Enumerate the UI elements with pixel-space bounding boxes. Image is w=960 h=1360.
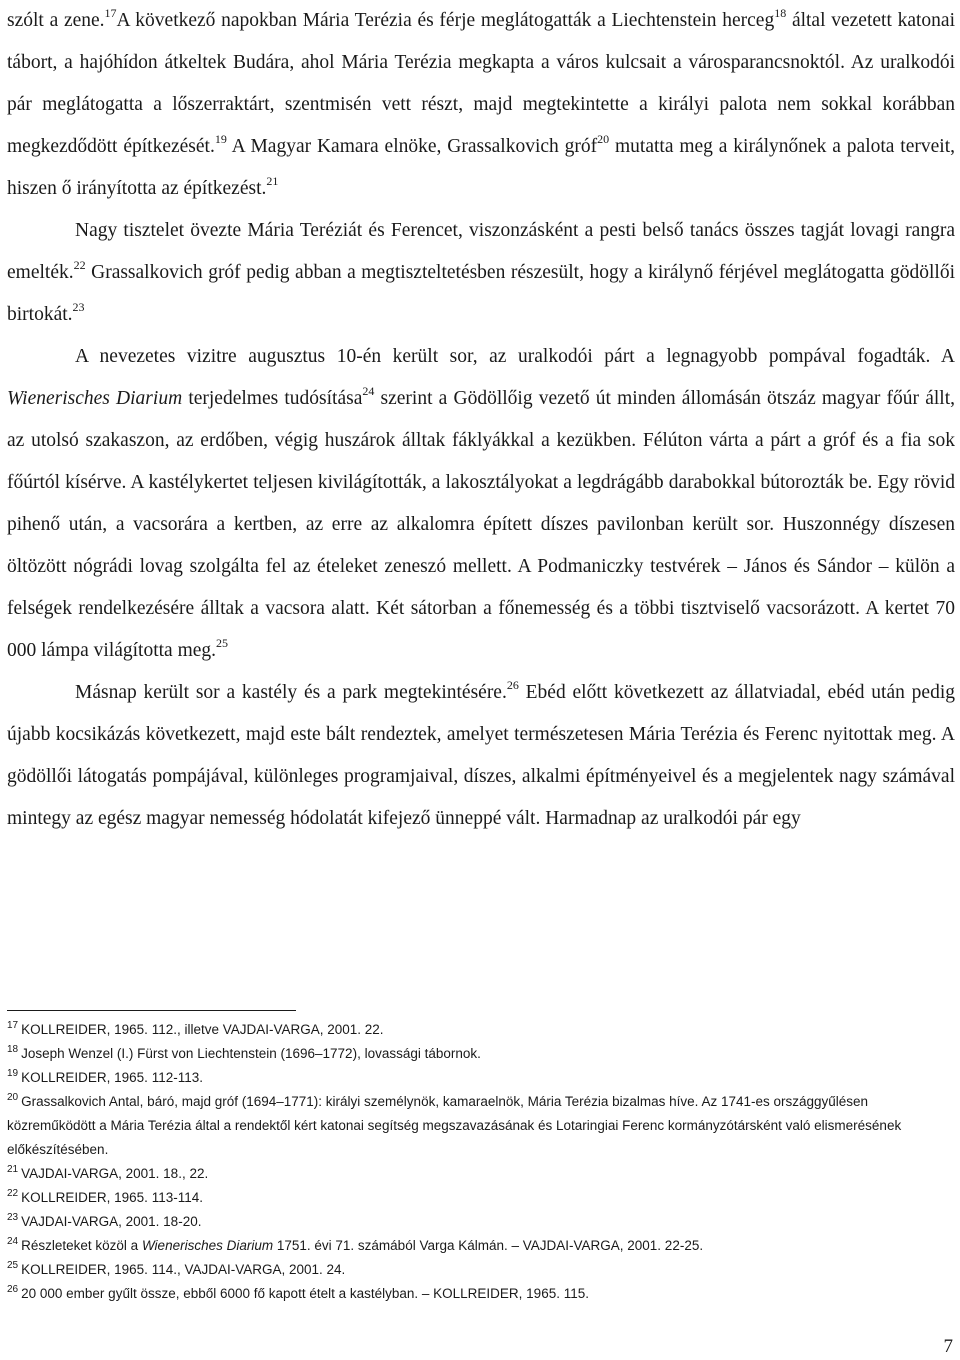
text-run: 20 000 ember gyűlt össze, ebből 6000 fő kapott ételt a kastélyban. – KOLLREIDER, 1965. 115. — [21, 1286, 589, 1301]
text-run: szerint a Gödöllőig vezető út minden állomásán ötszáz magyar főúr állt, az utolsó szakaszon, az erdőben, végig huszárok álltak fáklyákkal a kezükben. Félúton várta a párt a gróf és a fia sok főúrtól kísérve. A kastélykertet teljesen kivilágították, a lakosztályokat a legdrágább darabokkal bútorozták be. Egy rövid pihenő után, a vacsorára a kertben, az erre az alkalomra épített díszes pavilonban került sor. Huszonnégy díszesen öltözött nógrádi lovag szolgálta fel az ételeket zeneszó mellett. A Podmaniczky testvérek – János és Sándor – külön a felségek rendelkezésére álltak a vacsora alatt. Két sátorban a főnemesség és a többi tisztviselő vacsorázott. A kertet 70 000 lámpa világította meg. — [7, 388, 955, 661]
footnote-reference: 26 — [506, 677, 519, 692]
text-run: Másnap került sor a kastély és a park megtekintésére. — [75, 682, 507, 703]
text-run: KOLLREIDER, 1965. 114., VAJDAI-VARGA, 2001. 24. — [21, 1262, 346, 1277]
text-run: Joseph Wenzel (I.) Fürst von Liechtenstein (1696–1772), lovassági tábornok. — [21, 1046, 481, 1061]
footnote — [7, 1258, 955, 1282]
text-run: Ebéd előtt következett az állatviadal, ebéd után pedig újabb kocsikázás következett, majd este bált rendeztek, amelyet természetesen Mária Terézia és Ferenc nyitottak meg. A gödöllői látogatás pompájával, különleges programjaival, díszes, alkalmi építményeivel és a megjelentek nagy számával mintegy az egész magyar nemesség hódolatát kifejező ünneppé vált. Harmadnap az uralkodói pár egy — [7, 682, 955, 829]
footnote — [7, 1042, 955, 1066]
footnote-number: 18 — [7, 1043, 19, 1055]
paragraph — [7, 672, 955, 840]
italic-title: Wienerisches Diarium — [141, 1238, 274, 1253]
footnote-reference: 25 — [216, 635, 229, 650]
text-run: A következő napokban Mária Terézia és férje meglátogatták a Liechtenstein herceg — [116, 10, 775, 31]
footnote-reference: 17 — [104, 5, 117, 20]
text-run: Részleteket közöl a — [21, 1238, 142, 1253]
footnote-number: 26 — [7, 1283, 19, 1295]
text-run: KOLLREIDER, 1965. 112., illetve VAJDAI-VARGA, 2001. 22. — [21, 1022, 384, 1037]
footnote-number: 20 — [7, 1091, 19, 1103]
text-run: A Magyar Kamara elnöke, Grassalkovich gróf — [226, 136, 598, 157]
text-run: mutatta meg a királynőnek a palota terveit, hiszen ő irányította az építkezést. — [7, 136, 955, 199]
footnote-number: 23 — [7, 1211, 19, 1223]
footnote-number: 24 — [7, 1235, 19, 1247]
footnote-reference: 22 — [73, 257, 86, 272]
paragraph — [7, 336, 955, 672]
footnote — [7, 1234, 955, 1258]
footnote-reference: 23 — [72, 299, 85, 314]
footnotes — [7, 1018, 955, 1306]
footnote-reference: 19 — [214, 131, 227, 146]
paragraph — [7, 210, 955, 336]
footnote — [7, 1282, 955, 1306]
footnote — [7, 1090, 955, 1162]
text-run: szólt a zene. — [7, 10, 105, 31]
footnote-separator — [7, 1010, 296, 1011]
text-run: KOLLREIDER, 1965. 113-114. — [21, 1190, 203, 1205]
footnote — [7, 1018, 955, 1042]
footnote-number: 21 — [7, 1163, 19, 1175]
footnote — [7, 1066, 955, 1090]
text-run: Grassalkovich Antal, báró, majd gróf (1694–1771): királyi személynök, kamaraelnök, Mária Terézia bizalmas híve. Az 1741-es országgyűlésen közreműködött a Mária Terézia által a rendektől kért katonai segítség megszavazásának és Lotaringiai Ferenc kormányzótársként való elismerésének előkészítésében. — [7, 1094, 902, 1157]
footnote-number: 17 — [7, 1019, 19, 1031]
footnote-reference: 18 — [774, 5, 787, 20]
text-run: Nagy tisztelet övezte Mária Teréziát és Ferencet, viszonzásként a pesti belső tanács összes tagját lovagi rangra emelték. — [7, 220, 955, 283]
footnote-reference: 20 — [597, 131, 610, 146]
italic-title: Wienerisches Diarium — [7, 388, 183, 409]
footnote-number: 25 — [7, 1259, 19, 1271]
text-run: Grassalkovich gróf pedig abban a megtiszteltetésben részesült, hogy a királynő férjével meglátogatta gödöllői birtokát. — [7, 262, 955, 325]
footnote — [7, 1210, 955, 1234]
text-run: KOLLREIDER, 1965. 112-113. — [21, 1070, 203, 1085]
body-text — [7, 0, 955, 840]
footnote-number: 19 — [7, 1067, 19, 1079]
text-run: által vezetett katonai tábort, a hajóhídon átkeltek Budára, ahol Mária Terézia megkapta a város kulcsait a városparancsnoktól. Az uralkodói pár meglátogatta a lőszerraktárt, szentmisén vett részt, majd megtekintette a királyi palota nem sokkal korábban megkezdődött építkezését. — [7, 10, 955, 157]
footnote — [7, 1162, 955, 1186]
footnote-reference: 21 — [266, 173, 279, 188]
footnote-reference: 24 — [362, 383, 375, 398]
footnote — [7, 1186, 955, 1210]
text-run: A nevezetes vizitre augusztus 10-én került sor, az uralkodói párt a legnagyobb pompával fogadták. A — [75, 346, 955, 367]
text-run: VAJDAI-VARGA, 2001. 18-20. — [21, 1214, 202, 1229]
text-run: terjedelmes tudósítása — [182, 388, 363, 409]
paragraph — [7, 0, 955, 210]
page-number: 7 — [943, 1336, 953, 1357]
footnote-number: 22 — [7, 1187, 19, 1199]
text-run: 1751. évi 71. számából Varga Kálmán. – VAJDAI-VARGA, 2001. 22-25. — [273, 1238, 704, 1253]
text-run: VAJDAI-VARGA, 2001. 18., 22. — [21, 1166, 209, 1181]
